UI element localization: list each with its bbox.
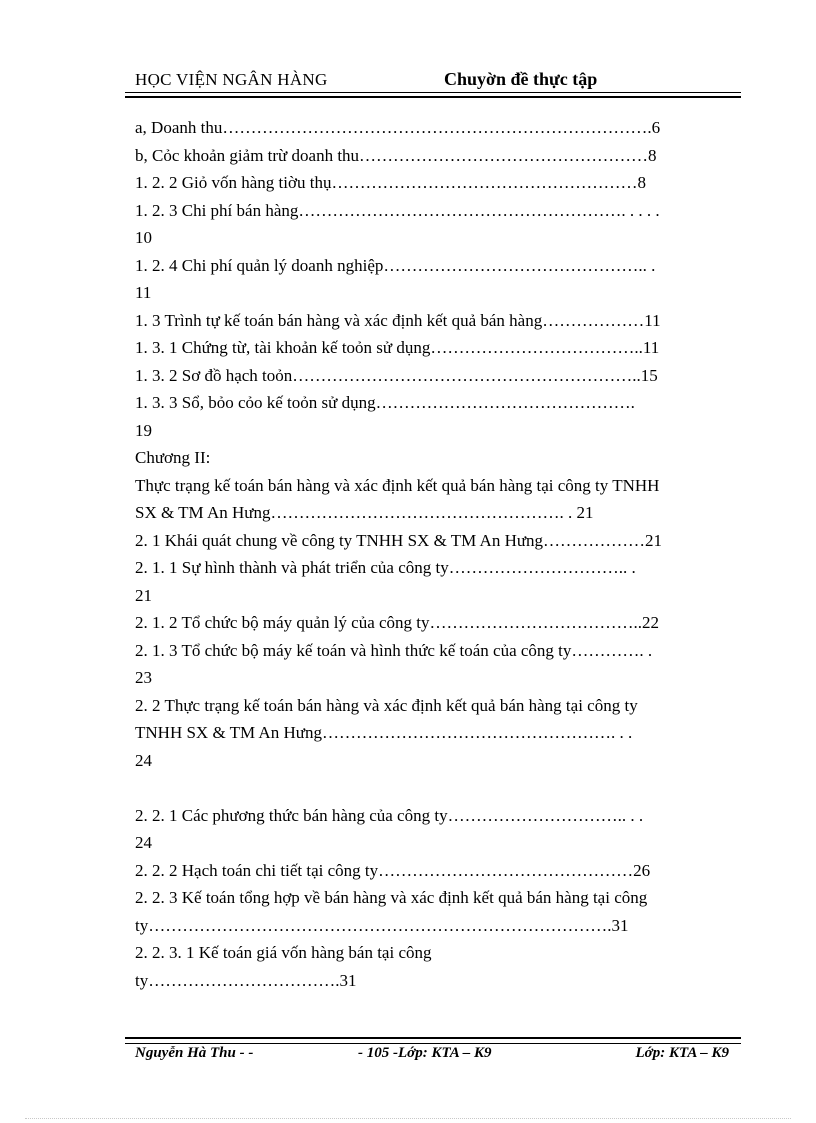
toc-blank-line bbox=[135, 774, 741, 802]
toc-line: ty……………………………………………………………………….31 bbox=[135, 915, 629, 935]
author-name: Nguyễn Hà Thu - - bbox=[135, 1045, 254, 1061]
toc-line: 1. 2. 4 Chi phí quản lý doanh nghiệp……………………………………….. . bbox=[135, 255, 656, 275]
toc-line: 1. 2. 2 Giỏ vốn hàng tiờu thụ………………………………………………8 bbox=[135, 173, 646, 192]
toc-page-number: 10 bbox=[135, 228, 152, 247]
toc-line: ty…………………………….31 bbox=[135, 970, 357, 990]
toc-line: 2. 2. 3. 1 Kế toán giá vốn hàng bán tại công bbox=[135, 943, 432, 962]
toc-line: 2. 2. 2 Hạch toán chi tiết tại công ty………………………………………26 bbox=[135, 860, 651, 880]
toc-line: 2. 2. 3 Kế toán tổng hợp về bán hàng và xác định kết quả bán hàng tại công bbox=[135, 888, 648, 907]
toc-page-number: 19 bbox=[135, 420, 152, 440]
header-rule bbox=[125, 92, 741, 98]
toc-line: 1. 3. 2 Sơ đồ hạch toỏn……………………………………………………..15 bbox=[135, 365, 658, 385]
page-footer bbox=[125, 1045, 741, 1069]
toc-line: 2. 1. 3 Tổ chức bộ máy kế toán và hình thức kế toán của công ty…………. . bbox=[135, 640, 653, 660]
toc-line: Thực trạng kế toán bán hàng và xác định kết quả bán hàng tại công ty TNHH bbox=[135, 475, 660, 495]
report-topic: Chuyờn đề thực tập bbox=[444, 69, 598, 89]
toc-page-number: 21 bbox=[135, 585, 152, 605]
toc-line: 2. 1 Khái quát chung về công ty TNHH SX & TM An Hưng………………21 bbox=[135, 530, 663, 550]
toc-line: SX & TM An Hưng……………………………………………. . 21 bbox=[135, 503, 594, 522]
toc-line: 2. 1. 1 Sự hình thành và phát triển của công ty………………………….. . bbox=[135, 558, 636, 577]
toc-line: b, Cỏc khoản giảm trừ doanh thu……………………………………………8 bbox=[135, 145, 657, 165]
toc-page-number: 23 bbox=[135, 668, 152, 687]
class-label: Lớp: KTA – K9 bbox=[635, 1045, 729, 1061]
toc-line: 1. 3. 3 Sổ, bỏo cỏo kế toỏn sử dụng………………………………………. bbox=[135, 393, 635, 412]
toc-page-number: 24 bbox=[135, 833, 152, 852]
page-edge-divider bbox=[25, 1118, 791, 1119]
toc-line: TNHH SX & TM An Hưng……………………………………………. . . bbox=[135, 723, 633, 742]
toc-line: a, Doanh thu………………………………………………………………….6 bbox=[135, 118, 661, 137]
chapter-heading: Chương II: bbox=[135, 448, 211, 467]
toc-line: 1. 3 Trình tự kế toán bán hàng và xác định kết quả bán hàng………………11 bbox=[135, 310, 661, 330]
footer-rule bbox=[125, 1037, 741, 1044]
page-header bbox=[125, 66, 741, 94]
toc-line: 2. 1. 2 Tổ chức bộ máy quản lý của công ty………………………………..22 bbox=[135, 613, 660, 632]
toc-line: 2. 2. 1 Các phương thức bán hàng của công ty………………………….. . . bbox=[135, 805, 644, 825]
table-of-contents bbox=[135, 114, 741, 994]
school-name: HỌC VIỆN NGÂN HÀNG bbox=[135, 70, 328, 89]
toc-page-number: 24 bbox=[135, 750, 152, 770]
toc-line: 2. 2 Thực trạng kế toán bán hàng và xác định kết quả bán hàng tại công ty bbox=[135, 695, 638, 715]
page-number: - 105 -Lớp: KTA – K9 bbox=[358, 1045, 492, 1061]
toc-line: 1. 2. 3 Chi phí bán hàng…………………………………………………. . . . . bbox=[135, 200, 660, 220]
toc-page-number: 11 bbox=[135, 283, 152, 302]
toc-line: 1. 3. 1 Chứng từ, tài khoản kế toỏn sử dụng………………………………..11 bbox=[135, 338, 660, 357]
